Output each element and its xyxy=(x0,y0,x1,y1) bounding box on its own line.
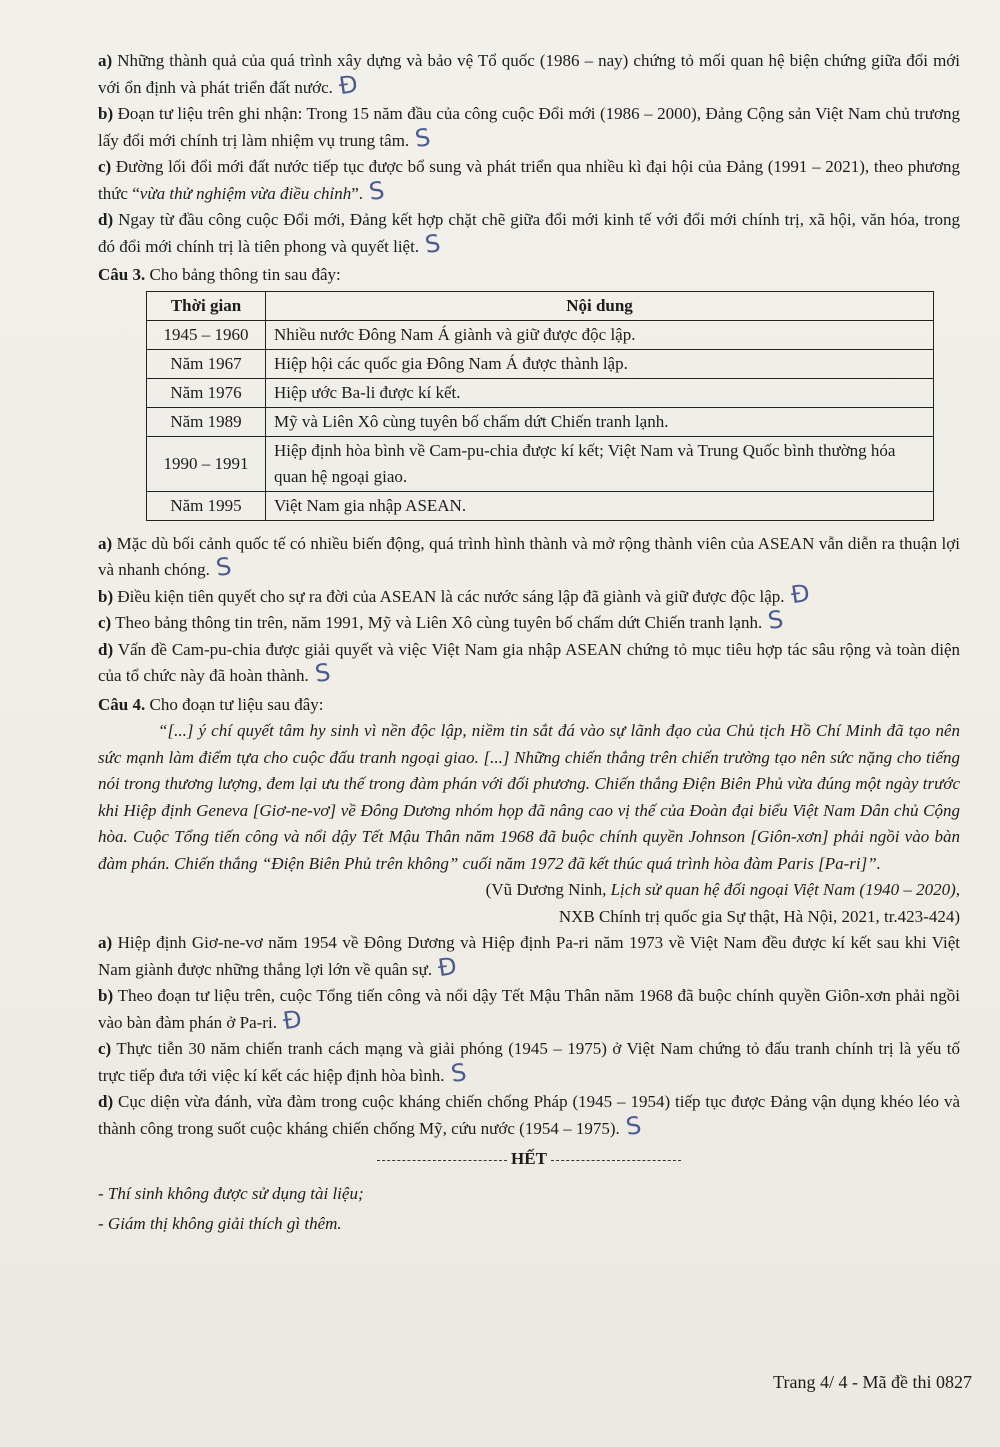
table-row xyxy=(147,349,934,378)
table-header-time: Thời gian xyxy=(147,291,266,320)
quote-source-publisher: NXB Chính trị quốc gia Sự thật, Hà Nội, 2021, tr.423-424) xyxy=(558,906,960,926)
answer-mark: S xyxy=(766,605,786,635)
table-header-content: Nội dung xyxy=(266,291,934,320)
end-marker: HẾT xyxy=(98,1146,960,1173)
end-rule-right xyxy=(551,1160,681,1161)
table-cell-content: Nhiều nước Đông Nam Á giành và giữ được độc lập. xyxy=(266,320,934,349)
table-cell-content: Hiệp ước Ba-li được kí kết. xyxy=(266,378,934,407)
q2-c-italic: vừa thử nghiệm vừa điều chỉnh xyxy=(139,183,352,203)
q2-a-text: Những thành quả của quá trình xây dựng và bảo vệ Tổ quốc (1986 – nay) chứng tỏ mối quan hệ biện chứng giữa đổi mới với ổn định và phát triển đất nước. xyxy=(98,51,960,97)
answer-mark: Đ xyxy=(436,951,459,982)
q4-statement-d: d) Cục diện vừa đánh, vừa đàm trong cuộc kháng chiến chống Pháp (1945 – 1954) tiếp tục được Đảng vận dụng khéo léo và thành công trong suốt cuộc kháng chiến chống Mỹ, cứu nước (1954 – 1975). S xyxy=(98,1092,960,1141)
table-cell-time: Năm 1967 xyxy=(147,349,266,378)
q2-statement-c: c) Đường lối đổi mới đất nước tiếp tục được bổ sung và phát triển qua nhiều kì đại hội của Đảng (1991 – 2021), theo phương thức “vừa thử nghiệm vừa điều chỉnh”. S xyxy=(98,157,961,206)
answer-mark: S xyxy=(413,122,433,153)
table-row xyxy=(147,407,934,436)
table-cell-content: Hiệp hội các quốc gia Đông Nam Á được thành lập. xyxy=(266,349,934,378)
answer-mark: S xyxy=(312,658,332,688)
answer-mark: Đ xyxy=(281,1004,304,1035)
exam-content xyxy=(98,48,960,1238)
q4-statement-b: b) Theo đoạn tư liệu trên, cuộc Tổng tiến công và nổi dậy Tết Mậu Thân năm 1968 đã buộc chính quyền Giôn-xơn phải ngồi vào bàn đàm phán ở Pa-ri. Đ xyxy=(98,986,960,1035)
note-line: - Giám thị không giải thích gì thêm. xyxy=(98,1214,342,1233)
q4-quote: “[...] ý chí quyết tâm hy sinh vì nền độc lập, niềm tin sắt đá vào sự lãnh đạo của Chủ tịch Hồ Chí Minh đã tạo nên sức mạnh làm điểm tựa cho cuộc đấu tranh ngoại giao. [...] Những chiến thắng trên chiến trường tạo nên sức nặng cho tiếng nói trong thương lượng, đem lại ưu thế trong đàm phán với đối phương. Chiến thắng Điện Biên Phủ vừa đúng một ngày trước khi Hiệp định Geneva [Giơ-ne-vơ] về Đông Dương nhóm họp đã nâng cao vị thế của Đoàn đại biểu Việt Nam Dân chủ Cộng hòa. Cuộc Tổng tiến công và nổi dậy Tết Mậu Thân năm 1968 đã buộc chính quyền Johnson [Giôn-xơn] phải ngồi vào bàn đàm phán. Chiến thắng “Điện Biên Phủ trên không” cuối năm 1972 đã kết thúc quá trình hòa đàm Paris [Pa-ri]”. xyxy=(98,721,960,873)
note-line: - Thí sinh không được sử dụng tài liệu; xyxy=(98,1183,364,1203)
answer-mark: S xyxy=(448,1057,468,1088)
q2-c-text: Đường lối đổi mới đất nước tiếp tục được bổ sung và phát triển qua nhiều kì đại hội của Đảng (1991 – 2021), theo phương thức “ xyxy=(98,157,961,203)
table-cell-content: Mỹ và Liên Xô cùng tuyên bố chấm dứt Chiến tranh lạnh. xyxy=(266,407,934,436)
timeline-table xyxy=(146,291,934,521)
table-row xyxy=(147,436,934,491)
table-cell-time: 1990 – 1991 xyxy=(147,436,266,491)
q4-statement-c: c) Thực tiễn 30 năm chiến tranh cách mạng và giải phóng (1945 – 1975) ở Việt Nam chứng tỏ đấu tranh chính trị là yếu tố trực tiếp đưa tới việc kí kết các hiệp định hòa bình. S xyxy=(98,1039,960,1088)
table-cell-time: Năm 1976 xyxy=(147,378,266,407)
quote-source: (Vũ Dương Ninh, Lịch sử quan hệ đối ngoại Việt Nam (1940 – 2020), xyxy=(485,880,960,899)
q3-statement-b: b) Điều kiện tiên quyết cho sự ra đời của ASEAN là các nước sáng lập đã giành và giữ được độc lập. Đ xyxy=(98,578,811,609)
q2-statement-d: d) Ngay từ đầu công cuộc Đổi mới, Đảng kết hợp chặt chẽ giữa đổi mới kinh tế với đổi mới chính trị, xã hội, văn hóa, trong đó đổi mới chính trị là tiên phong và quyết liệt. S xyxy=(98,210,960,259)
table-cell-content: Việt Nam gia nhập ASEAN. xyxy=(266,491,934,520)
q3-heading: Câu 3. Cho bảng thông tin sau đây: xyxy=(98,265,341,284)
q4-heading: Câu 4. Cho đoạn tư liệu sau đây: xyxy=(98,694,324,714)
answer-mark: S xyxy=(367,175,387,206)
q2-statement-b: b) Đoạn tư liệu trên ghi nhận: Trong 15 năm đầu của công cuộc Đổi mới (1986 – 2000), Đảng Cộng sản Việt Nam chủ trương lấy đổi mới chính trị làm nhiệm vụ trung tâm. S xyxy=(98,104,961,153)
q3-statement-a: a) Mặc dù bối cảnh quốc tế có nhiều biến động, quá trình hình thành và mở rộng thành viên của ASEAN vẫn diễn ra thuận lợi và nhanh chóng. S xyxy=(98,533,960,582)
q3-statement-c: c) Theo bảng thông tin trên, năm 1991, Mỹ và Liên Xô cùng tuyên bố chấm dứt Chiến tranh lạnh. S xyxy=(98,605,786,635)
q2-d-text: Ngay từ đầu công cuộc Đổi mới, Đảng kết hợp chặt chẽ giữa đổi mới kinh tế với đổi mới chính trị, xã hội, văn hóa, trong đó đổi mới chính trị là tiên phong và quyết liệt. xyxy=(98,210,960,256)
table-cell-content: Hiệp định hòa bình về Cam-pu-chia được kí kết; Việt Nam và Trung Quốc bình thường hóa quan hệ ngoại giao. xyxy=(266,436,934,491)
answer-mark: S xyxy=(623,1110,643,1141)
table-row xyxy=(147,378,934,407)
q3-statement-d: d) Vấn đề Cam-pu-chia được giải quyết và việc Việt Nam gia nhập ASEAN chứng tỏ mục tiêu hợp tác sâu rộng và toàn diện của tổ chức này đã hoàn thành. S xyxy=(98,639,960,688)
answer-mark: S xyxy=(214,552,233,582)
table-row xyxy=(147,491,934,520)
q2-statement-a: a) Những thành quả của quá trình xây dựng và bảo vệ Tổ quốc (1986 – nay) chứng tỏ mối quan hệ biện chứng giữa đổi mới với ổn định và phát triển đất nước. Đ xyxy=(98,51,960,100)
answer-mark: Đ xyxy=(788,578,811,609)
table-header-row xyxy=(147,291,934,320)
table-cell-time: Năm 1989 xyxy=(147,407,266,436)
table-cell-time: 1945 – 1960 xyxy=(147,320,266,349)
end-rule-left xyxy=(377,1160,507,1161)
q2-b-text: Đoạn tư liệu trên ghi nhận: Trong 15 năm đầu của công cuộc Đổi mới (1986 – 2000), Đảng Cộng sản Việt Nam chủ trương lấy đổi mới chính trị làm nhiệm vụ trung tâm. xyxy=(98,104,961,150)
page-footer: Trang 4/ 4 - Mã đề thi 0827 xyxy=(773,1372,972,1392)
q4-statement-a: a) Hiệp định Giơ-ne-vơ năm 1954 về Đông Dương và Hiệp định Pa-ri năm 1973 về Việt Nam đều được kí kết sau khi Việt Nam giành được những thắng lợi lớn về quân sự. Đ xyxy=(98,933,960,982)
answer-mark: Đ xyxy=(337,69,360,100)
table-cell-time: Năm 1995 xyxy=(147,491,266,520)
table-row xyxy=(147,320,934,349)
answer-mark: S xyxy=(423,228,443,259)
